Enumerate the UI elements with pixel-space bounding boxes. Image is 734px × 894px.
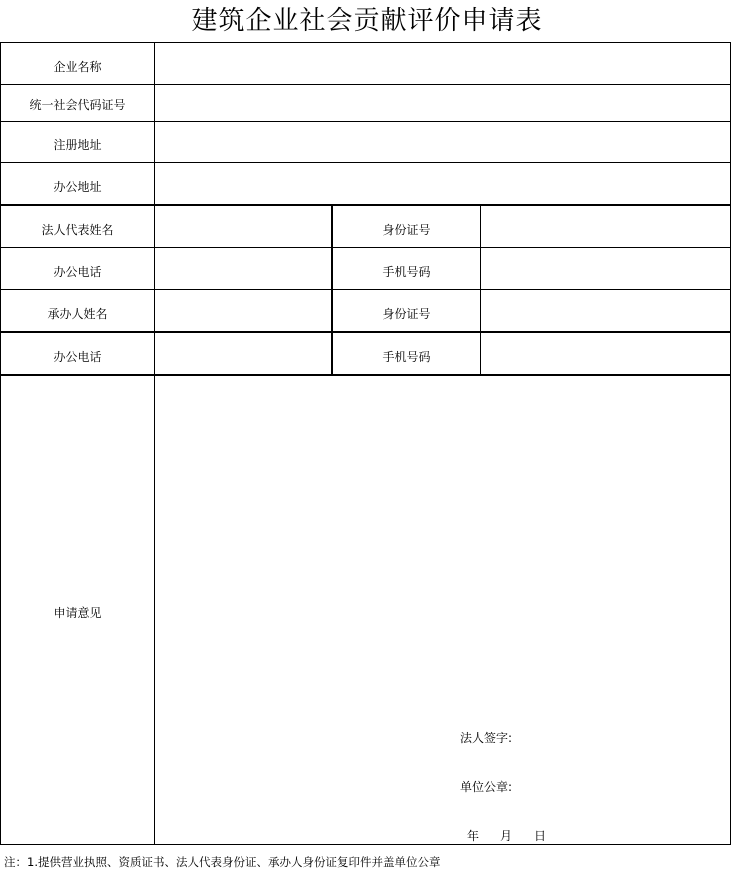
label-handler-name: 承办人姓名 bbox=[47, 307, 108, 321]
label-handler-id: 身份证号 bbox=[382, 307, 431, 321]
opinion-field[interactable] bbox=[155, 376, 730, 844]
credit-code-field[interactable] bbox=[155, 85, 730, 121]
label-registered-address: 注册地址 bbox=[53, 138, 102, 152]
handler-id-field[interactable] bbox=[481, 290, 730, 331]
registered-address-field[interactable] bbox=[155, 122, 730, 162]
label-company-name: 企业名称 bbox=[53, 60, 102, 74]
date-year-label: 年 bbox=[467, 829, 480, 843]
form-border-bottom bbox=[0, 844, 731, 845]
handler-mobile-field[interactable] bbox=[481, 333, 730, 374]
date-month-label: 月 bbox=[500, 829, 513, 843]
label-handler-mobile: 手机号码 bbox=[382, 350, 431, 364]
footnote: 注：1.提供营业执照、资质证书、法人代表身份证、承办人身份证复印件并盖单位公章 bbox=[4, 855, 441, 869]
legal-rep-id-field[interactable] bbox=[481, 206, 730, 247]
label-legal-rep-id: 身份证号 bbox=[382, 223, 431, 237]
label-credit-code: 统一社会代码证号 bbox=[29, 98, 126, 112]
legal-rep-name-field[interactable] bbox=[155, 206, 331, 247]
unit-seal-label: 单位公章: bbox=[460, 780, 513, 794]
office-address-field[interactable] bbox=[155, 163, 730, 204]
form-border-right bbox=[730, 42, 731, 845]
legal-mobile-field[interactable] bbox=[481, 248, 730, 289]
date-day-label: 日 bbox=[534, 829, 547, 843]
label-legal-office-phone: 办公电话 bbox=[53, 265, 102, 279]
legal-signature-label: 法人签字: bbox=[460, 731, 513, 745]
company-name-field[interactable] bbox=[155, 43, 730, 84]
legal-office-phone-field[interactable] bbox=[155, 248, 331, 289]
label-legal-mobile: 手机号码 bbox=[382, 265, 431, 279]
form-border-left bbox=[0, 42, 1, 845]
label-office-address: 办公地址 bbox=[53, 180, 102, 194]
handler-name-field[interactable] bbox=[155, 290, 331, 331]
label-legal-rep-name: 法人代表姓名 bbox=[41, 223, 114, 237]
label-opinion: 申请意见 bbox=[53, 606, 102, 620]
label-handler-office-phone: 办公电话 bbox=[53, 350, 102, 364]
page-title: 建筑企业社会贡献评价申请表 bbox=[191, 6, 543, 36]
handler-office-phone-field[interactable] bbox=[155, 333, 331, 374]
